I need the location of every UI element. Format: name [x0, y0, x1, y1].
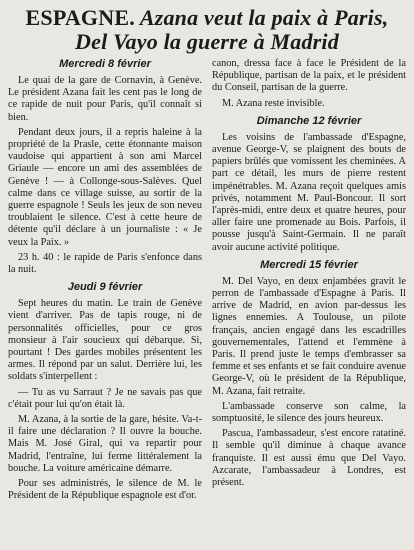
date-heading-9-fevrier: Jeudi 9 février: [67, 281, 143, 294]
headline-line1: Azana veut la paix à Paris,: [139, 5, 389, 30]
paragraph: 23 h. 40 : le rapide de Paris s'enfonce dans la nuit.: [8, 251, 202, 276]
date-heading-12-fevrier: Dimanche 12 février: [256, 114, 362, 127]
right-column: [212, 58, 406, 492]
paragraph: M. Del Vayo, en deux enjambées gravit le perron de l'ambassade d'Espagne à Paris. Il arrive de Madrid, en avion par-dessus les lignes ennemies. A Toulouse, un pilote français, ancien engagé dans les escadrilles gouvernementales, l'attend et l'emmène à Paris. Il prend juste le temps d'embrasser sa femme et ses enfants et se fait conduire avenue George-V, où le président de la République, M. Azana, fait retraite.: [212, 275, 406, 397]
date-heading-15-fevrier: Mercredi 15 février: [260, 258, 358, 271]
headline-line2: Del Vayo la guerre à Madrid: [75, 29, 339, 54]
paragraph: Pour ses administrés, le silence de M. le Président de la République espagnole est d'or.: [8, 478, 202, 502]
headline-country: ESPAGNE.: [25, 5, 135, 30]
paragraph: — Tu as vu Sarraut ? Je ne savais pas que c'était pour lui qu'on était là.: [8, 386, 202, 410]
paragraph: M. Azana reste invisible.: [222, 97, 325, 109]
paragraph: Pendant deux jours, il a repris haleine à la propriété de la Prasle, cette étonnante maison vaudoise qui appartient à son ami Marcel Griaule — encore un ami des assemblées de Genève ! — à Collonge-sous-Salèves. Quel calme dans ce village suisse, au sortir de la guerre espagnole ! Seuls les jeux de son neveu troublaient le silence. C'est à cette heure de détente qu'il déclare à un journaliste : « Je veux la Paix. »: [8, 126, 202, 248]
paragraph: Le quai de la gare de Cornavin, à Genève. Le président Azana fait les cent pas le long de ce rapide de nuit pour Paris, qu'il connaît si bien.: [8, 75, 202, 123]
paragraph: Les voisins de l'ambassade d'Espagne, avenue George-V, se plaignent des bouts de papiers brûlés que vomissent les cheminées. A part ce détail, les murs de pierre restent impénétrables. M. Azana reçoit quelques amis privés, notamment M. Paul-Boncour. Il sort l'après-midi, entre deux et quatre heures, pour aller faire une promenade au Bois. Parfois, il pousse jusqu'à Saint-Germain. Il ne paraît avoir aucune activité politique.: [212, 131, 406, 253]
paragraph: M. Azana, à la sortie de la gare, hésite. Va-t-il faire une déclaration ? Il ouvre la bouche. Mais M. José Giral, qui va repartir pour Madrid, l'entraîne, lui ferme littéralement la bouche. La voiture américaine démarre.: [8, 414, 202, 474]
paragraph: canon, dressa face à face le Président de la République, partisan de la paix, et le président du Conseil, partisan de la guerre.: [212, 58, 406, 94]
paragraph: Sept heures du matin. Le train de Genève vient d'arriver. Pas de tapis rouge, ni de personnalités officielles, pour ce gros monsieur à l'air soucieux qui débarque. Si, pourtant ! Des gardes mobiles présentent les armes. Il répond par un salut. Derrière lui, les soldats s'interpellent :: [8, 298, 202, 383]
paragraph: Pascua, l'ambassadeur, s'est encore ratatiné. Il semble qu'il diminue à chaque avance franquiste. Il est aussi ému que Del Vayo. Azcarate, l'ambassadeur à Londres, est présent.: [212, 428, 406, 489]
date-heading-8-fevrier: Mercredi 8 février: [59, 58, 151, 70]
left-column: [8, 58, 202, 506]
article-columns: [8, 58, 406, 506]
article-headline: [8, 6, 406, 54]
paragraph: L'ambassade conserve son calme, la somptuosité, le silence des jours heureux.: [212, 400, 406, 425]
